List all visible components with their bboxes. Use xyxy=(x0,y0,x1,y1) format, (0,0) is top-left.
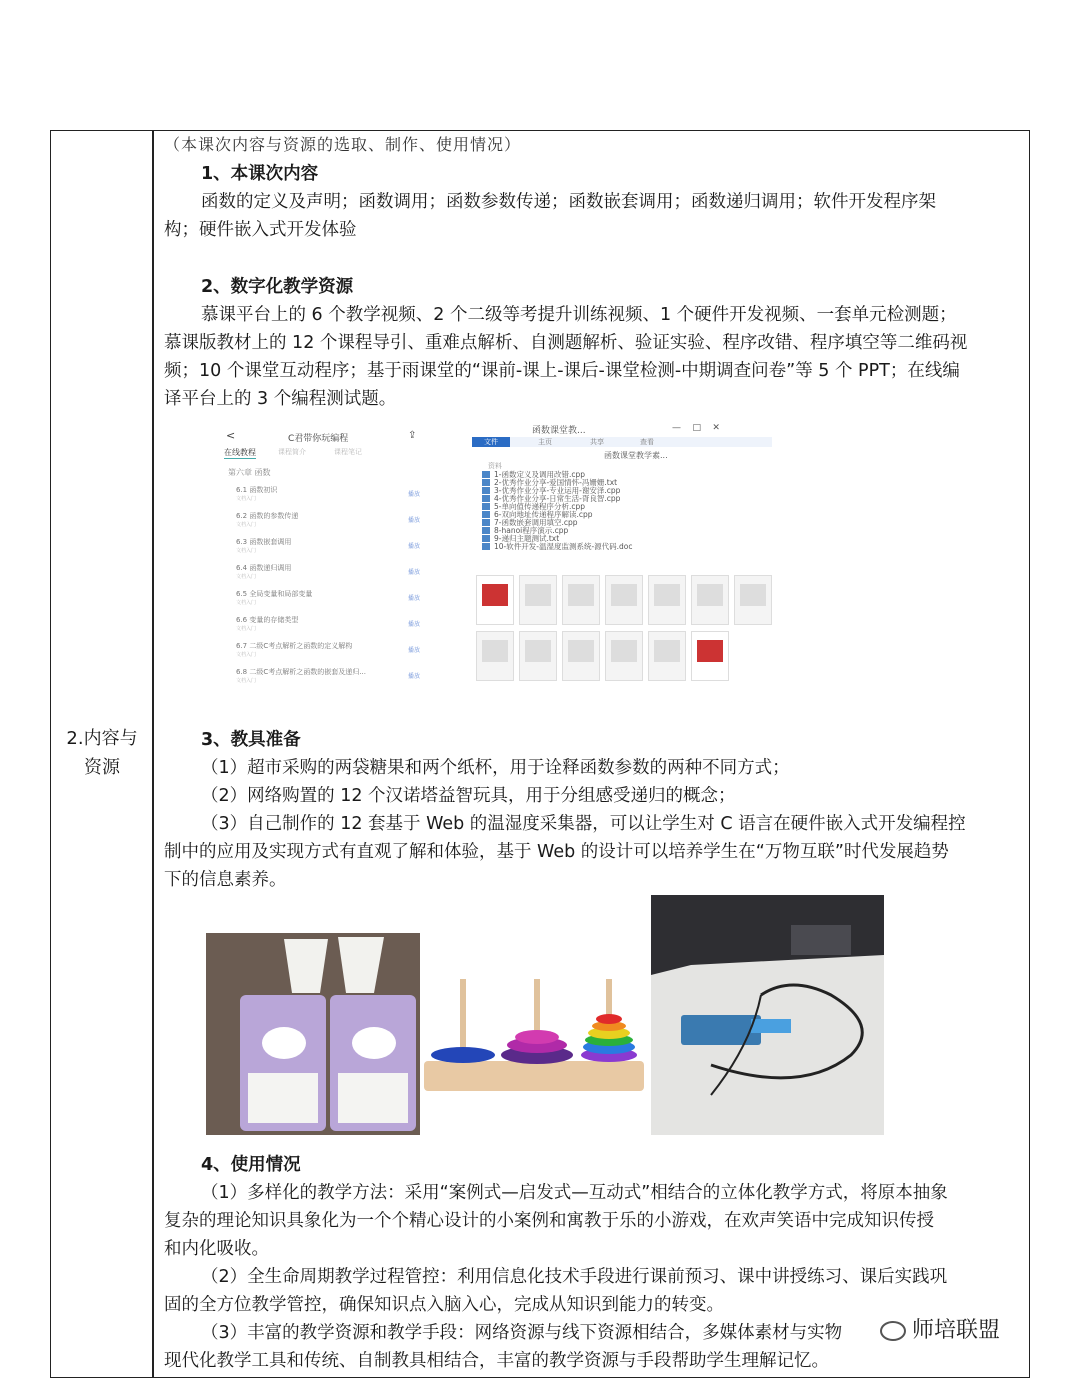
watermark: 师培联盟 xyxy=(880,1313,1000,1344)
s2-line: 慕课平台上的 6 个教学视频、2 个二级等考提升训练视频、1 个硬件开发视频、一套单元检测题； xyxy=(201,305,957,325)
lesson-item: 6.3 函数嵌套调用 文档入门 播放 xyxy=(236,538,420,554)
explorer-path: 函数课堂教学素... xyxy=(604,451,668,460)
slide-thumbnail xyxy=(605,631,643,681)
lesson-item: 6.8 二级C考点解析之函数的嵌套及递归... 文档入门 播放 xyxy=(236,668,420,684)
row-label: 2.内容与 资源 xyxy=(66,728,138,778)
section-note: （本课次内容与资源的选取、制作、使用情况） xyxy=(164,135,522,154)
s3-line: （2）网络购置的 12 个汉诺塔益智玩具，用于分组感受递归的概念； xyxy=(201,786,736,806)
app-header xyxy=(220,429,430,445)
window-controls-icon: — □ ✕ xyxy=(672,423,720,433)
back-icon: < xyxy=(226,429,236,442)
file-item: 8-hanoi程序演示.cpp xyxy=(494,526,569,535)
wechat-icon xyxy=(880,1321,906,1341)
slide-thumbnail xyxy=(562,575,600,625)
ribbon-home: 主页 xyxy=(538,438,552,446)
s4-line: 和内化吸收。 xyxy=(164,1239,269,1259)
s4-line: 现代化教学工具和传统、自制教具相结合，丰富的教学资源与手段帮助学生理解记忆。 xyxy=(164,1351,829,1371)
ribbon-file: 文件 xyxy=(472,437,510,447)
slide-thumbnail xyxy=(562,631,600,681)
file-item: 7-函数嵌套调用填空.cpp xyxy=(494,518,578,527)
app-title: C君带你玩编程 xyxy=(288,434,349,444)
file-explorer-screenshot xyxy=(472,423,772,553)
ribbon-view: 查看 xyxy=(640,438,654,446)
sensor-device-photo xyxy=(651,895,884,1135)
column-divider xyxy=(152,130,154,1378)
ribbon-share: 共享 xyxy=(590,438,604,446)
s2-line: 译平台上的 3 个编程测试题。 xyxy=(164,389,397,409)
file-item: 9-递归主题测试.txt xyxy=(494,534,560,543)
s3-line: 下的信息素养。 xyxy=(164,870,287,890)
s4-line: （3）丰富的教学资源和教学手段：网络资源与线下资源相结合，多媒体素材与实物 xyxy=(201,1323,843,1343)
file-item: 3-优秀作业分享-专业运用-谢安泽.cpp xyxy=(494,486,621,495)
s4-line: 复杂的理论知识具象化为一个个精心设计的小案例和寓教于乐的小游戏，在欢声笑语中完成知识传授 xyxy=(164,1211,934,1231)
tab-online: 在线教程 xyxy=(224,448,256,457)
s1-line: 构；硬件嵌入式开发体验 xyxy=(164,220,357,240)
tab-intro: 课程简介 xyxy=(278,448,306,456)
slide-thumbnail xyxy=(734,575,772,625)
s3-line: 制中的应用及实现方式有直观了解和体验，基于 Web 的设计可以培养学生在“万物互联”时代发展趋势 xyxy=(164,842,949,862)
s2-line: 频；10 个课堂互动程序；基于雨课堂的“课前-课上-课后-课堂检测-中期调查问卷”等 5 个 PPT；在线编 xyxy=(164,361,960,381)
slide-thumbnail xyxy=(605,575,643,625)
s4-line: （2）全生命周期教学过程管控：利用信息化技术手段进行课前预习、课中讲授练习、课后实践巩 xyxy=(201,1267,948,1287)
s4-line: 固的全方位教学管控，确保知识点入脑入心，完成从知识到能力的转变。 xyxy=(164,1295,724,1315)
s2-line: 慕课版教材上的 12 个课程导引、重难点解析、自测题解析、验证实验、程序改错、程序填空等二维码视 xyxy=(164,333,968,353)
file-item: 5-单向值传递程序分析.cpp xyxy=(494,502,586,511)
s4-line: （1）多样化的教学方法：采用“案例式—启发式—互动式”相结合的立体化教学方式，将原本抽象 xyxy=(201,1183,948,1203)
lesson-item: 6.6 变量的存储类型 文档入门 播放 xyxy=(236,616,420,632)
slide-thumbnail xyxy=(519,575,557,625)
slide-thumbnail xyxy=(519,631,557,681)
lesson-item: 6.5 全局变量和局部变量 文档入门 播放 xyxy=(236,590,420,606)
file-item: 6-双向地址传递程序解读.cpp xyxy=(494,510,593,519)
ppt-thumbnails xyxy=(476,573,772,685)
slide-thumbnail xyxy=(648,631,686,681)
lesson-item: 6.1 函数初识 文档入门 播放 xyxy=(236,486,420,502)
slide-thumbnail xyxy=(476,575,514,625)
slide-thumbnail xyxy=(691,575,729,625)
chapter-title: 第六章 函数 xyxy=(228,468,271,477)
file-item: 2-优秀作业分享-爱国情怀-冯姗姗.txt xyxy=(494,478,618,487)
s3-line: （1）超市采购的两袋糖果和两个纸杯，用于诠释函数参数的两种不同方式； xyxy=(201,758,790,778)
s1-line: 函数的定义及声明；函数调用；函数参数传递；函数嵌套调用；函数递归调用；软件开发程序架 xyxy=(201,192,936,212)
s3-title: 3、教具准备 xyxy=(201,730,301,750)
tab-notes: 课程笔记 xyxy=(334,448,362,456)
explorer-ribbon xyxy=(472,437,772,447)
file-item: 4-优秀作业分享-日常生活-胥良智.cpp xyxy=(494,494,621,503)
s1-title: 1、本课次内容 xyxy=(201,164,319,184)
lesson-item: 6.7 二级C考点解析之函数的定义解构 文档入门 播放 xyxy=(236,642,420,658)
slide-thumbnail xyxy=(476,631,514,681)
explorer-title: 函数课堂教... xyxy=(532,426,586,436)
lesson-item: 6.4 函数递归调用 文档入门 播放 xyxy=(236,564,420,580)
folder-label: 资料 xyxy=(488,462,502,470)
slide-thumbnail xyxy=(691,631,729,681)
slide-thumbnail xyxy=(648,575,686,625)
s3-line: （3）自己制作的 12 套基于 Web 的温湿度采集器，可以让学生对 C 语言在硬件嵌入式开发编程控 xyxy=(201,814,966,834)
lesson-item: 6.2 函数的参数传递 文档入门 播放 xyxy=(236,512,420,528)
hanoi-tower-photo xyxy=(420,965,648,1095)
app-tabs xyxy=(222,447,422,459)
share-icon: ⇪ xyxy=(408,430,417,441)
s2-title: 2、数字化教学资源 xyxy=(201,277,354,297)
file-item: 1-函数定义及调用改错.cpp xyxy=(494,470,586,479)
s4-title: 4、使用情况 xyxy=(201,1155,301,1175)
candy-cups-photo xyxy=(206,933,420,1135)
mooc-app-screenshot xyxy=(220,423,430,685)
file-item: 10-软件开发-温湿度监测系统-源代码.doc xyxy=(494,542,633,551)
